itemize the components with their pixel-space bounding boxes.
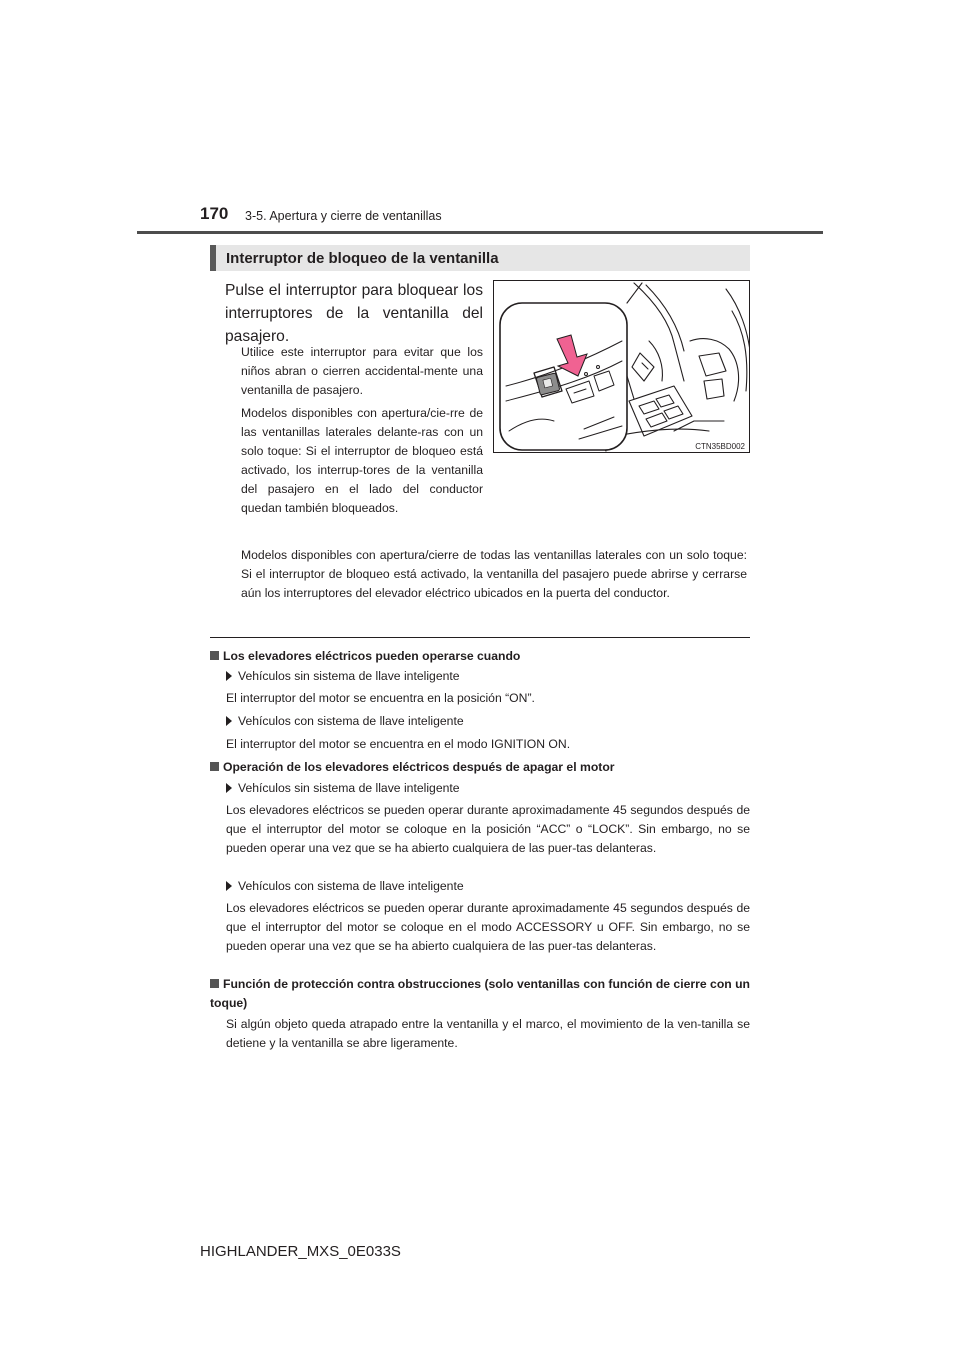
info-operable-no-smart-key-text: El interruptor del motor se encuentra en la posición “ON”. — [226, 691, 535, 705]
square-bullet-icon — [210, 651, 219, 660]
intro-text: Pulse el interruptor para bloquear los interruptores de la ventanilla del pasajero. — [225, 282, 483, 345]
page-number: 170 — [200, 204, 229, 223]
triangle-bullet-icon — [226, 716, 232, 726]
note-all-windows: Modelos disponibles con apertura/cierre de todas las ventanillas laterales con un solo toque: Si el interruptor de bloqueo está activado, la ventanilla del pasajero puede abrirse y cerrarse aún los interruptores del elevador eléctrico ubicados en la puerta del conductor. — [241, 548, 747, 600]
info-after-off-smart-key-label: Vehículos con sistema de llave inteligente — [226, 877, 750, 896]
info-after-off-no-smart-key-label: Vehículos sin sistema de llave inteligente — [226, 779, 750, 798]
note-children-safety: Utilice este interruptor para evitar que los niños abran o cierren accidental-mente una ventanilla de pasajero. — [241, 345, 483, 397]
section-heading — [210, 245, 750, 271]
square-bullet-icon — [210, 762, 219, 771]
door-panel-drawing — [494, 281, 750, 453]
info-operable-smart-key-text: El interruptor del motor se encuentra en el modo IGNITION ON. — [226, 737, 571, 751]
header-rule — [137, 231, 823, 234]
info-jam-protection-text: Si algún objeto queda atrapado entre la ventanilla y el marco, el movimiento de la ven-tanilla se detiene y la ventanilla se abre ligeramente. — [226, 1017, 750, 1050]
section-divider — [210, 637, 750, 638]
illustration-window-lock-switch — [493, 280, 750, 453]
footer-document-code: HIGHLANDER_MXS_0E033S — [200, 1243, 401, 1260]
triangle-bullet-icon — [226, 783, 232, 793]
heading-accent-bar — [210, 245, 216, 271]
info-operable-smart-key-label: Vehículos con sistema de llave inteligente — [226, 712, 750, 731]
info-operable-title: Los elevadores eléctricos pueden operarse cuando — [210, 647, 750, 666]
info-after-off-smart-key-text: Los elevadores eléctricos se pueden operar durante aproximadamente 45 segundos después de que el interruptor del motor se coloque en el modo ACCESSORY u OFF. Sin embargo, no se pueden operar una vez que se ha abierto cualquiera de las puer-tas delanteras. — [226, 901, 750, 953]
info-after-off-no-smart-key-text: Los elevadores eléctricos se pueden operar durante aproximadamente 45 segundos después de que el interruptor del motor se coloque en la posición “ACC” o “LOCK”. Sin embargo, no se pueden operar una vez que se ha abierto cualquiera de las puer-tas delanteras. — [226, 803, 750, 855]
info-operable-no-smart-key-label: Vehículos sin sistema de llave inteligente — [226, 667, 750, 686]
section-heading-text: Interruptor de bloqueo de la ventanilla — [226, 250, 499, 267]
triangle-bullet-icon — [226, 881, 232, 891]
info-after-off-title: Operación de los elevadores eléctricos después de apagar el motor — [210, 758, 750, 777]
triangle-bullet-icon — [226, 671, 232, 681]
illustration-code: CTN35BD002 — [695, 442, 745, 451]
info-jam-protection-title: Función de protección contra obstrucciones (solo ventanillas con función de cierre con un toque) — [210, 977, 750, 1010]
section-title: 3-5. Apertura y cierre de ventanillas — [245, 209, 442, 223]
square-bullet-icon — [210, 979, 219, 988]
note-front-windows: Modelos disponibles con apertura/cie-rre de las ventanillas laterales delante-ras con un solo toque: Si el interruptor de bloqueo está activado, los interrup-tores de la ventanilla del pasajero en el lado del conductor quedan también bloqueados. — [241, 406, 483, 515]
